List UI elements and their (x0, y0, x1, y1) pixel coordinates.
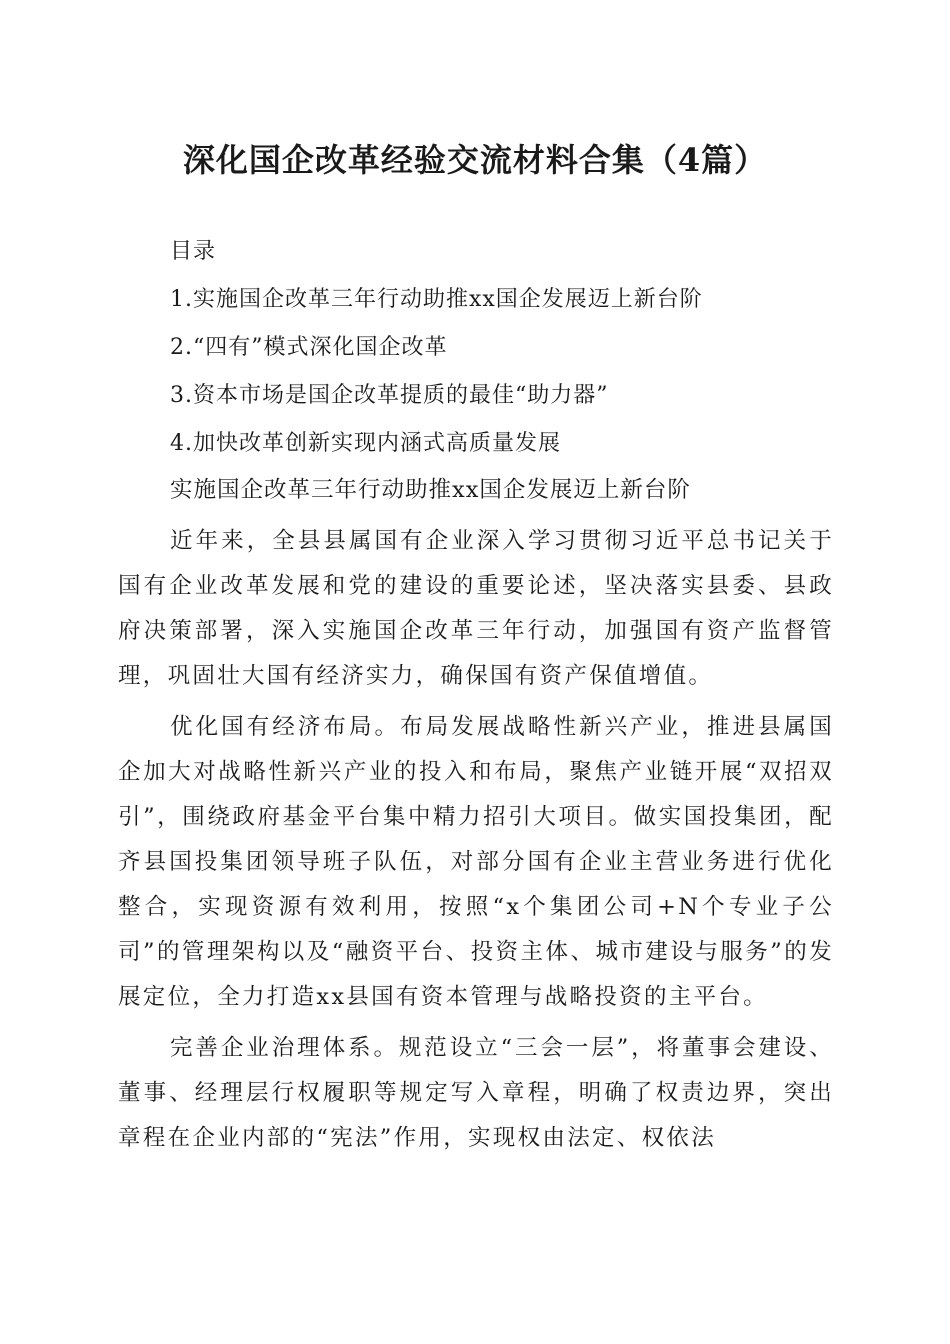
article-paragraph: 近年来，全县县属国有企业深入学习贯彻习近平总书记关于国有企业改革发展和党的建设的重要论述，坚决落实县委、县政府决策部署，深入实施国企改革三年行动，加强国有资产监督管理，巩固壮大国有经济实力，确保国有资产保值增值。 (118, 528, 834, 689)
table-of-contents (170, 228, 850, 468)
article-subheading: 实施国企改革三年行动助推xx国企发展迈上新台阶 (170, 477, 691, 503)
toc-item: 3.资本市场是国企改革提质的最佳“助力器” (170, 383, 609, 408)
article-body (118, 468, 834, 1167)
toc-item: 4.加快改革创新实现内涵式高质量发展 (170, 431, 561, 456)
toc-heading: 目录 (170, 239, 217, 264)
toc-item: 2.“四有”模式深化国企改革 (170, 335, 448, 360)
document-title: 深化国企改革经验交流材料合集（4篇） (182, 141, 768, 179)
article-paragraph: 优化国有经济布局。布局发展战略性新兴产业，推进县属国企加大对战略性新兴产业的投入和布局，聚焦产业链开展“双招双引”，围绕政府基金平台集中精力招引大项目。做实国投集团，配齐县国投集团领导班子队伍，对部分国有企业主营业务进行优化整合，实现资源有效利用，按照“x个集团公司+N个专业子公司”的管理架构以及“融资平台、投资主体、城市建设与服务”的发展定位，全力打造xx县国有资本管理与战略投资的主平台。 (118, 714, 834, 1010)
toc-item: 1.实施国企改革三年行动助推xx国企发展迈上新台阶 (170, 287, 703, 312)
article-paragraph: 完善企业治理体系。规范设立“三会一层”，将董事会建设、董事、经理层行权履职等规定写入章程，明确了权责边界，突出章程在企业内部的“宪法”作用，实现权由法定、权依法 (118, 1035, 834, 1151)
